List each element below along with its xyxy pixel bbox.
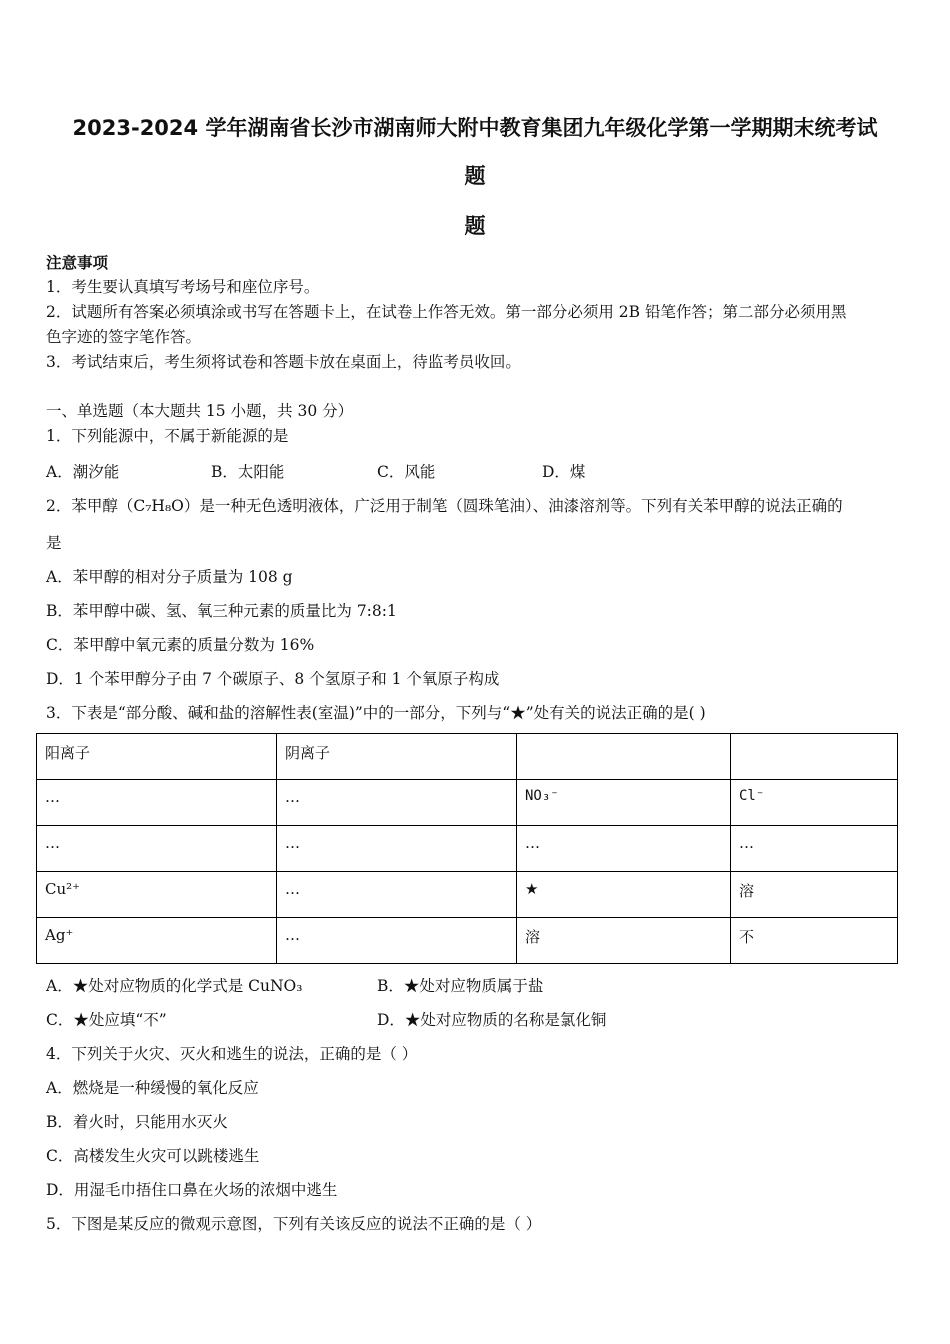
q4-option-d: D．用湿毛巾捂住口鼻在火场的浓烟中逃生 bbox=[46, 1181, 338, 1199]
table-cell: 阴离子 bbox=[277, 734, 517, 780]
notice-heading: 注意事项 bbox=[46, 253, 109, 272]
q2-stem-cont: 是 bbox=[46, 534, 62, 552]
table-cell: Cu²⁺ bbox=[37, 872, 277, 918]
table-cell: … bbox=[517, 826, 731, 872]
q2-option-a: A．苯甲醇的相对分子质量为 108 g bbox=[46, 568, 293, 586]
q3-option-c: C．★处应填“不” bbox=[46, 1011, 167, 1029]
q1-option-b: B．太阳能 bbox=[211, 463, 285, 481]
table-cell: 不 bbox=[731, 918, 898, 964]
q3-option-a: A．★处对应物质的化学式是 CuNO₃ bbox=[46, 977, 303, 995]
table-cell: … bbox=[277, 780, 517, 826]
notice-item-2: 2．试题所有答案必须填涂或书写在答题卡上，在试卷上作答无效。第一部分必须用 2B 铅笔作答；第二部分必须用黑 bbox=[46, 303, 847, 321]
q1-option-c: C．风能 bbox=[377, 463, 436, 481]
q2-option-d: D．1 个苯甲醇分子由 7 个碳原子、8 个氢原子和 1 个氧原子构成 bbox=[46, 670, 500, 688]
q1-option-a: A．潮汐能 bbox=[46, 463, 120, 481]
table-cell: … bbox=[37, 780, 277, 826]
table-row bbox=[37, 872, 898, 918]
table-row bbox=[37, 826, 898, 872]
q4-option-a: A．燃烧是一种缓慢的氧化反应 bbox=[46, 1079, 259, 1097]
table-cell: … bbox=[277, 872, 517, 918]
table-cell: 溶 bbox=[517, 918, 731, 964]
table-cell: … bbox=[277, 826, 517, 872]
table-cell: 阳离子 bbox=[37, 734, 277, 780]
q2-option-b: B．苯甲醇中碳、氢、氧三种元素的质量比为 7:8:1 bbox=[46, 602, 397, 620]
table-cell: ★ bbox=[517, 872, 731, 918]
q2-option-c: C．苯甲醇中氧元素的质量分数为 16% bbox=[46, 636, 315, 654]
table-cell: NO₃⁻ bbox=[517, 780, 731, 826]
q3-option-d: D．★处对应物质的名称是氯化铜 bbox=[377, 1011, 607, 1029]
table-cell: … bbox=[731, 826, 898, 872]
table-cell: … bbox=[277, 918, 517, 964]
table-row bbox=[37, 780, 898, 826]
q3-stem: 3．下表是“部分酸、碱和盐的溶解性表(室温)”中的一部分，下列与“★”处有关的说法正确的是( ) bbox=[46, 704, 706, 722]
q1-stem: 1．下列能源中，不属于新能源的是 bbox=[46, 427, 289, 445]
q4-stem: 4．下列关于火灾、灭火和逃生的说法，正确的是（ ） bbox=[46, 1045, 418, 1063]
q1-option-d: D．煤 bbox=[542, 463, 586, 481]
notice-item-2-cont: 色字迹的签字笔作答。 bbox=[46, 328, 202, 346]
table-cell: 溶 bbox=[731, 872, 898, 918]
table-cell: Cl⁻ bbox=[731, 780, 898, 826]
q2-stem: 2．苯甲醇（C₇H₈O）是一种无色透明液体，广泛用于制笔（圆珠笔油）、油漆溶剂等。下列有关苯甲醇的说法正确的 bbox=[46, 497, 843, 515]
table-cell bbox=[517, 734, 731, 780]
notice-item-1: 1．考生要认真填写考场号和座位序号。 bbox=[46, 278, 320, 296]
table-cell: … bbox=[37, 826, 277, 872]
section-heading: 一、单选题（本大题共 15 小题，共 30 分） bbox=[46, 402, 354, 420]
table-row bbox=[37, 734, 898, 780]
q3-option-b: B．★处对应物质属于盐 bbox=[377, 977, 544, 995]
q4-option-c: C．高楼发生火灾可以跳楼逃生 bbox=[46, 1147, 260, 1165]
table-row bbox=[37, 918, 898, 964]
notice-item-3: 3．考试结束后，考生须将试卷和答题卡放在桌面上，待监考员收回。 bbox=[46, 353, 521, 371]
table-cell bbox=[731, 734, 898, 780]
exam-title-line-1: 2023-2024 学年湖南省长沙市湖南师大附中教育集团九年级化学第一学期期末统考试 bbox=[72, 116, 878, 140]
table-cell: Ag⁺ bbox=[37, 918, 277, 964]
q4-option-b: B．着火时，只能用水灭火 bbox=[46, 1113, 228, 1131]
exam-title-line-2: 题 bbox=[464, 164, 486, 188]
exam-title-line-3: 题 bbox=[464, 214, 486, 238]
q5-stem: 5．下图是某反应的微观示意图，下列有关该反应的说法不正确的是（ ） bbox=[46, 1215, 542, 1233]
solubility-table bbox=[36, 733, 898, 964]
